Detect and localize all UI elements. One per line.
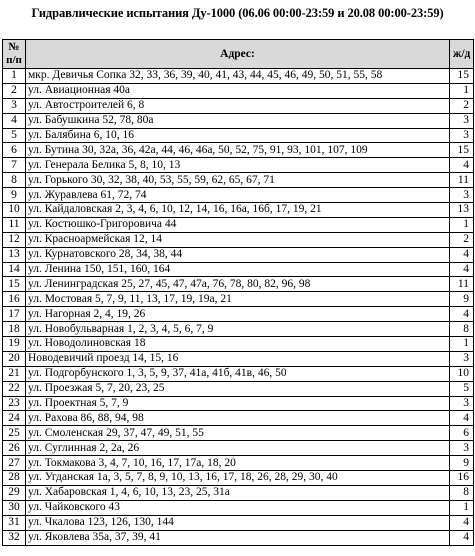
row-houses-count-cell: 9: [450, 292, 474, 307]
row-number-cell: 16: [3, 292, 26, 307]
row-houses-count-cell: 1: [450, 83, 474, 98]
row-address-cell: ул. Ленина 150, 151, 160, 164: [26, 262, 450, 277]
row-address-cell: ул. Проектная 5, 7, 9: [26, 396, 450, 411]
row-number-cell: 6: [3, 143, 26, 158]
row-address-cell: ул. Мостовая 5, 7, 9, 11, 13, 17, 19, 19а, 21: [26, 292, 450, 307]
table-row: [3, 411, 474, 426]
row-address-cell: ул. Костюшко-Григоровича 44: [26, 217, 450, 232]
row-address-cell: ул. Токмакова 3, 4, 7, 10, 16, 17, 17а, 18, 20: [26, 456, 450, 471]
table-row: [3, 113, 474, 128]
row-address-cell: ул. Генерала Белика 5, 8, 10, 13: [26, 158, 450, 173]
row-houses-count-cell: 4: [450, 247, 474, 262]
row-houses-count-cell: 3: [450, 188, 474, 203]
row-address-cell: ул. Суглинная 2, 2а, 26: [26, 441, 450, 456]
row-number-cell: 32: [3, 530, 26, 545]
row-address-cell: ул. Балябина 6, 10, 16: [26, 128, 450, 143]
table-row: [3, 262, 474, 277]
row-number-cell: 18: [3, 322, 26, 337]
row-number-cell: 13: [3, 247, 26, 262]
row-address-cell: ул. Чкалова 123, 126, 130, 144: [26, 515, 450, 530]
row-houses-count-cell: 8: [450, 322, 474, 337]
table-row: [3, 530, 474, 545]
row-address-cell: ул. Кайдаловская 2, 3, 4, 6, 10, 12, 14, 16, 16а, 16б, 17, 19, 21: [26, 203, 450, 218]
row-houses-count-cell: 2: [450, 98, 474, 113]
row-houses-count-cell: 4: [450, 307, 474, 322]
row-address-cell: ул. Подгорбунского 1, 3, 5, 9, 37, 41а, 41б, 41в, 46, 50: [26, 366, 450, 381]
row-houses-count-cell: 8: [450, 485, 474, 500]
row-address-cell: ул. Смоленская 29, 37, 47, 49, 51, 55: [26, 426, 450, 441]
table-row: [3, 292, 474, 307]
row-houses-count-cell: 10: [450, 366, 474, 381]
header-number-line2: п/п: [6, 54, 22, 66]
row-houses-count-cell: 3: [450, 113, 474, 128]
row-number-cell: 9: [3, 188, 26, 203]
row-address-cell: ул. Новобульварная 1, 2, 3, 4, 5, 6, 7, 9: [26, 322, 450, 337]
row-number-cell: 26: [3, 441, 26, 456]
table-body: [3, 69, 474, 546]
row-number-cell: 15: [3, 277, 26, 292]
row-houses-count-cell: 3: [450, 396, 474, 411]
row-houses-count-cell: 5: [450, 381, 474, 396]
row-houses-count-cell: 1: [450, 500, 474, 515]
table-row: [3, 396, 474, 411]
row-number-cell: 24: [3, 411, 26, 426]
table-header: [3, 40, 474, 69]
table-row: [3, 203, 474, 218]
row-number-cell: 10: [3, 203, 26, 218]
table-row: [3, 247, 474, 262]
row-houses-count-cell: 15: [450, 69, 474, 84]
row-houses-count-cell: 4: [450, 262, 474, 277]
row-address-cell: ул. Яковлева 35а, 37, 39, 41: [26, 530, 450, 545]
table-row: [3, 83, 474, 98]
row-address-cell: мкр. Девичья Сопка 32, 33, 36, 39, 40, 41, 43, 44, 45, 46, 49, 50, 51, 55, 58: [26, 69, 450, 84]
row-address-cell: ул. Журавлева 61, 72, 74: [26, 188, 450, 203]
table-row: [3, 217, 474, 232]
row-address-cell: ул. Авиационная 40а: [26, 83, 450, 98]
table-row: [3, 471, 474, 486]
table-row: [3, 500, 474, 515]
row-number-cell: 27: [3, 456, 26, 471]
row-houses-count-cell: 3: [450, 441, 474, 456]
row-number-cell: 31: [3, 515, 26, 530]
row-address-cell: ул. Нагорная 2, 4, 19, 26: [26, 307, 450, 322]
row-address-cell: ул. Курнатовского 28, 34, 38, 44: [26, 247, 450, 262]
row-number-cell: 14: [3, 262, 26, 277]
row-address-cell: ул. Бутина 30, 32а, 36, 42а, 44, 46, 46а, 50, 52, 75, 91, 93, 101, 107, 109: [26, 143, 450, 158]
row-number-cell: 1: [3, 69, 26, 84]
table-row: [3, 441, 474, 456]
header-houses: ж/д: [450, 40, 474, 69]
row-number-cell: 30: [3, 500, 26, 515]
row-number-cell: 20: [3, 351, 26, 366]
row-houses-count-cell: 11: [450, 277, 474, 292]
row-number-cell: 21: [3, 366, 26, 381]
header-row: [3, 40, 474, 69]
table-row: [3, 456, 474, 471]
row-houses-count-cell: 1: [450, 217, 474, 232]
row-address-cell: ул. Проезжая 5, 7, 20, 23, 25: [26, 381, 450, 396]
table-row: [3, 277, 474, 292]
row-address-cell: ул. Ленинградская 25, 27, 45, 47, 47а, 76, 78, 80, 82, 96, 98: [26, 277, 450, 292]
table-row: [3, 143, 474, 158]
row-number-cell: 17: [3, 307, 26, 322]
table-row: [3, 158, 474, 173]
table-row: [3, 337, 474, 352]
row-number-cell: 25: [3, 426, 26, 441]
row-number-cell: 7: [3, 158, 26, 173]
row-address-cell: ул. Бабушкина 52, 78, 80а: [26, 113, 450, 128]
table-row: [3, 173, 474, 188]
row-houses-count-cell: 4: [450, 411, 474, 426]
row-number-cell: 11: [3, 217, 26, 232]
table-row: [3, 69, 474, 84]
row-address-cell: ул. Рахова 86, 88, 94, 98: [26, 411, 450, 426]
row-address-cell: ул. Чайковского 43: [26, 500, 450, 515]
row-number-cell: 23: [3, 396, 26, 411]
row-address-cell: Новодевичий проезд 14, 15, 16: [26, 351, 450, 366]
row-number-cell: 19: [3, 337, 26, 352]
row-address-cell: ул. Горького 30, 32, 38, 40, 53, 55, 59, 62, 65, 67, 71: [26, 173, 450, 188]
row-number-cell: 12: [3, 232, 26, 247]
row-address-cell: ул. Угданская 1а, 3, 5, 7, 8, 9, 10, 13, 16, 17, 18, 26, 28, 29, 30, 40: [26, 471, 450, 486]
table-row: [3, 232, 474, 247]
table-row: [3, 515, 474, 530]
row-houses-count-cell: 4: [450, 158, 474, 173]
row-number-cell: 28: [3, 471, 26, 486]
row-address-cell: ул. Красноармейская 12, 14: [26, 232, 450, 247]
row-houses-count-cell: 13: [450, 203, 474, 218]
addresses-table: [2, 39, 474, 546]
row-houses-count-cell: 4: [450, 515, 474, 530]
header-number: [3, 40, 26, 69]
row-number-cell: 2: [3, 83, 26, 98]
table-row: [3, 128, 474, 143]
row-houses-count-cell: 11: [450, 173, 474, 188]
row-number-cell: 29: [3, 485, 26, 500]
row-houses-count-cell: 1: [450, 337, 474, 352]
table-row: [3, 381, 474, 396]
row-houses-count-cell: 9: [450, 456, 474, 471]
header-address: Адрес:: [26, 40, 450, 69]
row-houses-count-cell: 15: [450, 143, 474, 158]
row-number-cell: 3: [3, 98, 26, 113]
row-houses-count-cell: 2: [450, 232, 474, 247]
table-row: [3, 188, 474, 203]
table-row: [3, 322, 474, 337]
page-title: Гидравлические испытания Ду-1000 (06.06 00:00-23:59 и 20.08 00:00-23:59): [31, 6, 444, 20]
row-number-cell: 4: [3, 113, 26, 128]
row-houses-count-cell: 6: [450, 426, 474, 441]
table-row: [3, 98, 474, 113]
row-address-cell: ул. Новодолиновская 18: [26, 337, 450, 352]
table-row: [3, 366, 474, 381]
table-row: [3, 485, 474, 500]
table-row: [3, 307, 474, 322]
row-houses-count-cell: 4: [450, 530, 474, 545]
header-number-line1: №: [8, 41, 20, 53]
table-row: [3, 351, 474, 366]
row-number-cell: 22: [3, 381, 26, 396]
row-number-cell: 5: [3, 128, 26, 143]
row-houses-count-cell: 3: [450, 128, 474, 143]
row-houses-count-cell: 16: [450, 471, 474, 486]
row-address-cell: ул. Хабаровская 1, 4, 6, 10, 13, 23, 25, 31а: [26, 485, 450, 500]
row-houses-count-cell: 3: [450, 351, 474, 366]
row-address-cell: ул. Автостроителей 6, 8: [26, 98, 450, 113]
row-number-cell: 8: [3, 173, 26, 188]
table-row: [3, 426, 474, 441]
